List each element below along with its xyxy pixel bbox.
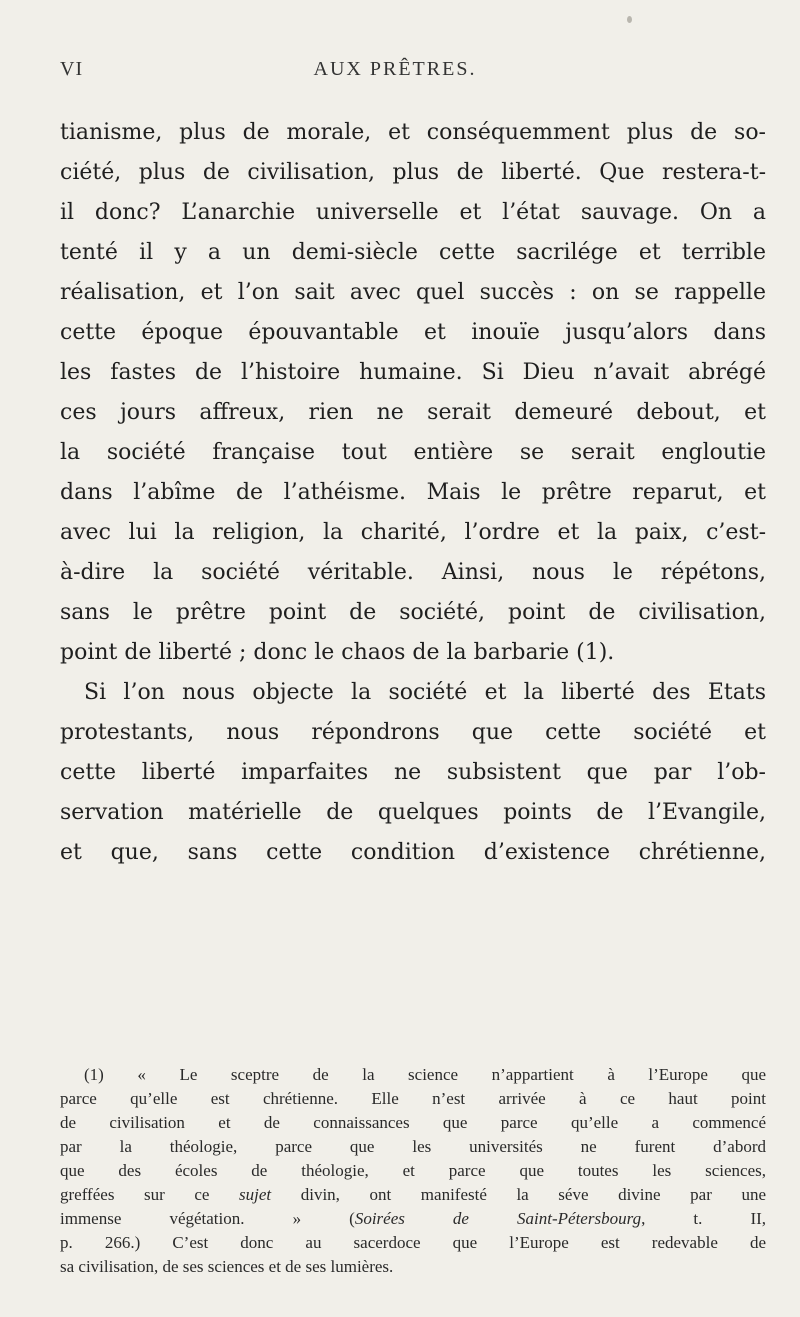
footnote-line: par la théologie, parce que les universités ne furent d’abord — [60, 1137, 766, 1156]
text-line: ciété, plus de civilisation, plus de liberté. Que restera-t- — [60, 160, 766, 185]
text-line: dans l’abîme de l’athéisme. Mais le prêtre reparut, et — [60, 480, 766, 505]
footnote-text: greffées sur ce — [60, 1185, 210, 1204]
running-header — [60, 58, 730, 92]
footnote-italic-word: sujet — [239, 1185, 272, 1204]
text-line: à-dire la société véritable. Ainsi, nous le répétons, — [60, 560, 766, 585]
footnote-text: , t. II, — [641, 1209, 767, 1228]
paragraph-start-line: Si l’on nous objecte la société et la liberté des Etats — [84, 680, 766, 705]
text-line: cette époque épouvantable et inouïe jusqu’alors dans — [60, 320, 766, 345]
text-line: point de liberté ; donc le chaos de la barbarie (1). — [60, 640, 615, 665]
text-line: tianisme, plus de morale, et conséquemment plus de so- — [60, 120, 766, 145]
footnote-line: (1) « Le sceptre de la science n’appartient à l’Europe que — [84, 1065, 766, 1084]
text-line: et que, sans cette condition d’existence chrétienne, — [60, 840, 766, 865]
text-line: ces jours affreux, rien ne serait demeuré debout, et — [60, 400, 766, 425]
footnote-text: immense végétation. » ( — [60, 1209, 355, 1228]
text-line: réalisation, et l’on sait avec quel succès : on se rappelle — [60, 280, 766, 305]
text-line: tenté il y a un demi-siècle cette sacrilége et terrible — [60, 240, 766, 265]
footnote-line — [60, 1207, 766, 1231]
footnote-line: parce qu’elle est chrétienne. Elle n’est arrivée à ce haut point — [60, 1089, 766, 1108]
text-line: avec lui la religion, la charité, l’ordre et la paix, c’est- — [60, 520, 766, 545]
text-line: servation matérielle de quelques points de l’Evangile, — [60, 800, 766, 825]
text-line: sans le prêtre point de société, point de civilisation, — [60, 600, 766, 625]
footnote-line: p. 266.) C’est donc au sacerdoce que l’Europe est redevable de — [60, 1233, 766, 1252]
footnote-citation-title: Soirées de Saint-Pétersbourg — [354, 1209, 642, 1228]
main-text — [60, 113, 766, 873]
text-line: protestants, nous répondrons que cette société et — [60, 720, 766, 745]
footnote-line — [60, 1183, 766, 1207]
page-number: VI — [60, 58, 84, 80]
footnote-line: sa civilisation, de ses sciences et de ses lumières. — [60, 1257, 394, 1276]
footnote-line: que des écoles de théologie, et parce que toutes les sciences, — [60, 1161, 766, 1180]
paper-speck — [627, 16, 632, 23]
running-title: AUX PRÊTRES. — [313, 58, 477, 80]
footnote — [60, 1063, 766, 1279]
text-line: cette liberté imparfaites ne subsistent que par l’ob- — [60, 760, 766, 785]
text-line: il donc? L’anarchie universelle et l’état sauvage. On a — [60, 200, 766, 225]
footnote-text: divin, ont manifesté la séve divine par une — [300, 1185, 766, 1204]
footnote-line: de civilisation et de connaissances que parce qu’elle a commencé — [60, 1113, 766, 1132]
text-line: la société française tout entière se serait engloutie — [60, 440, 766, 465]
text-line: les fastes de l’histoire humaine. Si Dieu n’avait abrégé — [60, 360, 766, 385]
